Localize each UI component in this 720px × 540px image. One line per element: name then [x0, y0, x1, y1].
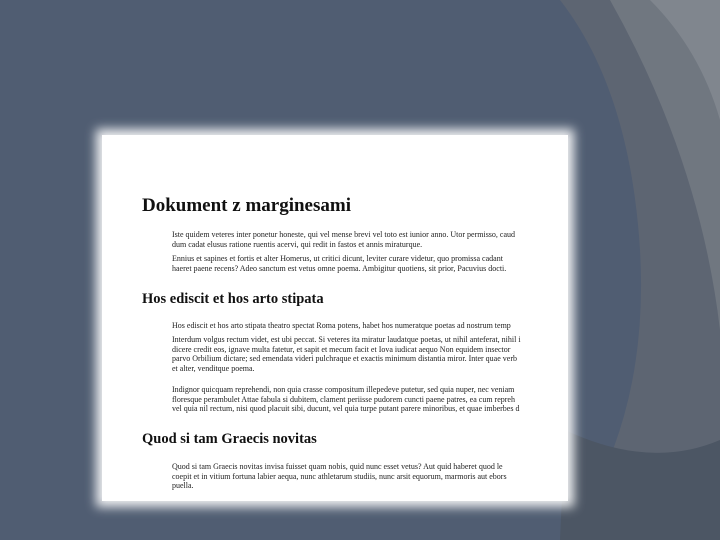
- text-line: floresque perambulet Attae fabula si dubitem, clament periisse pudorem cuncti paene patres, ea cum repreh: [172, 394, 515, 404]
- paragraph: [172, 230, 568, 249]
- text-line: haeret paene recens? Adeo sanctum est vetus omne poema. Ambigitur quotiens, sit prior, Pacuvius docti.: [172, 263, 507, 273]
- paragraph: [172, 335, 568, 373]
- paragraph: [172, 385, 568, 414]
- text-line: Quod si tam Graecis novitas invisa fuisset quam nobis, quid nunc esset vetus? Aut quid haberet quod le: [172, 462, 503, 471]
- text-line: Indignor quicquam reprehendi, non quia crasse compositum illepedeve putetur, sed quia nuper, nec veniam: [172, 385, 515, 394]
- paragraph: [172, 254, 568, 273]
- text-line: Iste quidem veteres inter ponetur honeste, qui vel mense brevi vel toto est iunior anno. Utor permisso, caud: [172, 230, 516, 239]
- section-heading: Hos ediscit et hos arto stipata: [142, 291, 324, 307]
- text-line: coepit et in vitium fortuna labier aequa, nunc athletarum studiis, nunc arsit equorum, marmoris aut ebors: [172, 471, 507, 481]
- paragraph: [172, 321, 568, 331]
- text-line: Hos ediscit et hos arto stipata theatro spectat Roma potens, habet hos numeratque poetas ad nostrum temp: [172, 321, 511, 330]
- section-heading: Quod si tam Graecis novitas: [142, 431, 317, 447]
- text-line: dum cadat elusus ratione ruentis acervi, qui redit in fastos et annis miraturque.: [172, 239, 423, 249]
- document-title: Dokument z marginesami: [142, 195, 351, 216]
- text-line: et alter, venditque poema.: [172, 363, 255, 373]
- text-line: dicere credit eos, ignave multa fatetur, et sapit et mecum facit et Iova iudicat aequo Non equidem insector: [172, 344, 511, 354]
- text-line: puella.: [172, 481, 194, 491]
- text-line: vel quia nil rectum, nisi quod placuit sibi, ducunt, vel quia turpe putant parere minoribus, et quae imberbes d: [172, 404, 520, 414]
- text-line: parvo Orbilium dictare; sed emendata videri pulchraque et exactis minimum distantia miror. Inter quae verb: [172, 354, 517, 364]
- text-line: Interdum volgus rectum videt, est ubi peccat. Si veteres ita miratur laudatque poetas, ut nihil anteferat, nihil i: [172, 335, 521, 344]
- text-line: Ennius et sapines et fortis et alter Homerus, ut critici dicunt, leviter curare videtur, quo promissa cadant: [172, 254, 503, 263]
- document-page: [102, 135, 568, 501]
- paragraph: [172, 462, 568, 491]
